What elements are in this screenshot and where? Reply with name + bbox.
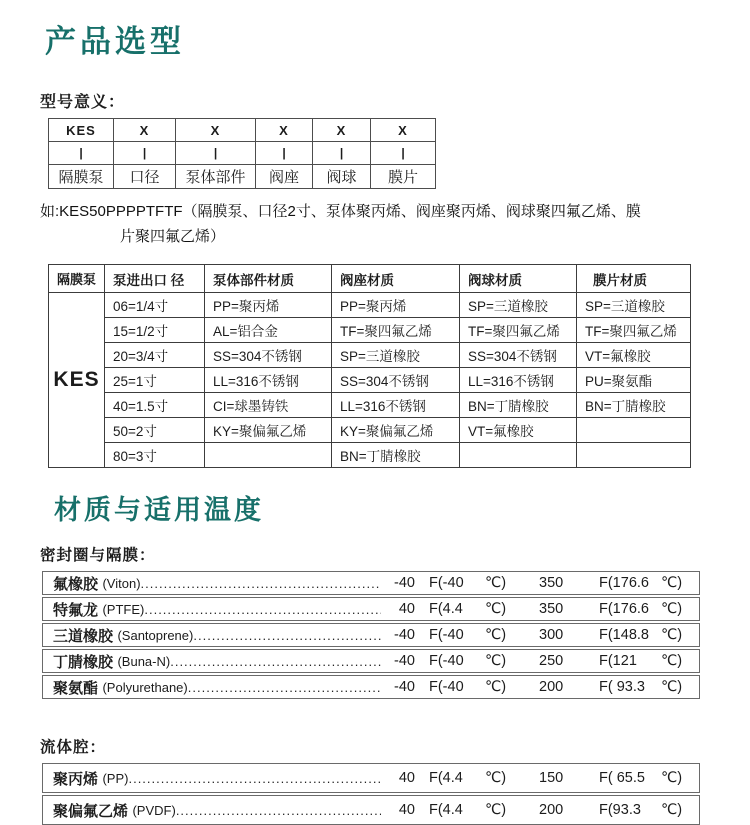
leader-dots: [188, 680, 381, 695]
fluid-chamber-label: 流体腔：: [40, 739, 107, 756]
model-table-cell: 阀球: [313, 165, 371, 189]
model-table-row: [49, 119, 436, 142]
temp-row: [42, 571, 700, 595]
selection-table-cell: LL=316不锈钢: [205, 368, 332, 393]
low-temp-c: F(-40: [429, 653, 464, 669]
low-temp-c: F(4.4: [429, 802, 463, 818]
high-temp-c: F( 93.3: [599, 679, 645, 695]
selection-table-cell: BN=丁腈橡胶: [332, 443, 460, 468]
low-temp-unit: ℃): [485, 653, 507, 669]
selection-table-cell: TF=聚四氟乙烯: [577, 318, 691, 343]
low-temp-unit: ℃): [485, 802, 507, 818]
selection-table-cell: BN=丁腈橡胶: [460, 393, 577, 418]
selection-table-header-cell: 膜片材质: [577, 265, 691, 293]
leader-dots: [193, 628, 381, 643]
high-temp-c: F(148.8: [599, 627, 649, 643]
material-name: 丁腈橡胶: [53, 653, 114, 671]
selection-table-cell: TF=聚四氟乙烯: [332, 318, 460, 343]
selection-table-cell: LL=316不锈钢: [332, 393, 460, 418]
selection-table-cell: [577, 418, 691, 443]
high-temp-c: F(93.3: [599, 802, 641, 818]
selection-table-cell: 80=3寸: [105, 443, 205, 468]
selection-table-cell: KY=聚偏氟乙烯: [205, 418, 332, 443]
model-table-row: [49, 165, 436, 189]
temp-row: [42, 675, 700, 699]
selection-table-row: [49, 368, 691, 393]
page-title: 产品选型: [45, 24, 185, 59]
high-temp-unit: ℃): [661, 627, 683, 643]
selection-table-cell: 06=1/4寸: [105, 293, 205, 318]
model-table-cell: X: [176, 119, 256, 142]
selection-table-cell: CI=球墨铸铁: [205, 393, 332, 418]
selection-table-cell: SS=304不锈钢: [332, 368, 460, 393]
low-temp-unit: ℃): [485, 770, 507, 786]
material-name-en: (PP): [102, 770, 129, 786]
selection-table-row: [49, 393, 691, 418]
model-table-cell: |: [313, 142, 371, 165]
selection-table-cell: 20=3/4寸: [105, 343, 205, 368]
model-table-cell: 隔膜泵: [49, 165, 114, 189]
material-name-en: (Santoprene): [117, 627, 194, 643]
material-name: 聚氨酯: [53, 679, 99, 697]
high-temp-f: 200: [539, 802, 564, 818]
low-temp-f: 40: [398, 802, 415, 818]
selection-table-cell: BN=丁腈橡胶: [577, 393, 691, 418]
high-temp-f: 350: [539, 575, 564, 591]
pump-model-cell: KES: [49, 293, 105, 468]
high-temp-c: F( 65.5: [599, 770, 645, 786]
selection-table-header-cell: 泵体部件材质: [205, 265, 332, 293]
selection-table-cell: [460, 443, 577, 468]
selection-table: [48, 264, 691, 468]
high-temp-unit: ℃): [661, 575, 683, 591]
high-temp-c: F(176.6: [599, 575, 649, 591]
model-table-cell: 泵体部件: [176, 165, 256, 189]
selection-table-header-cell: 阀球材质: [460, 265, 577, 293]
selection-table-cell: SS=304不锈钢: [205, 343, 332, 368]
high-temp-unit: ℃): [661, 601, 683, 617]
selection-table-cell: SP=三道橡胶: [332, 343, 460, 368]
material-name-en: (PTFE): [102, 601, 145, 617]
model-table-cell: X: [371, 119, 436, 142]
selection-table-cell: PP=聚丙烯: [205, 293, 332, 318]
selection-table-header-cell: 泵进出口 径: [105, 265, 205, 293]
selection-table-row: [49, 418, 691, 443]
selection-table-cell: SP=三道橡胶: [577, 293, 691, 318]
model-table-cell: X: [114, 119, 176, 142]
high-temp-f: 350: [539, 601, 564, 617]
selection-table-row: [49, 443, 691, 468]
material-name-en: (Viton): [102, 575, 141, 591]
material-name-en: (Buna-N): [117, 653, 171, 669]
selection-table-cell: TF=聚四氟乙烯: [460, 318, 577, 343]
model-table-cell: 口径: [114, 165, 176, 189]
selection-table-row: [49, 318, 691, 343]
low-temp-c: F(4.4: [429, 770, 463, 786]
model-table-cell: 阀座: [256, 165, 313, 189]
selection-table-row: [49, 343, 691, 368]
selection-table-cell: 50=2寸: [105, 418, 205, 443]
leader-dots: [144, 602, 381, 617]
selection-table-cell: LL=316不锈钢: [460, 368, 577, 393]
leader-dots: [141, 576, 381, 591]
selection-table-cell: 25=1寸: [105, 368, 205, 393]
low-temp-f: 40: [398, 770, 415, 786]
material-name: 聚丙烯: [53, 770, 99, 788]
high-temp-c: F(176.6: [599, 601, 649, 617]
low-temp-c: F(-40: [429, 575, 464, 591]
low-temp-unit: ℃): [485, 575, 507, 591]
model-table-cell: 膜片: [371, 165, 436, 189]
fluid-temp-table: [42, 763, 700, 825]
model-meaning-label: 型号意义：: [40, 94, 126, 111]
selection-table-cell: PP=聚丙烯: [332, 293, 460, 318]
low-temp-unit: ℃): [485, 679, 507, 695]
selection-table-cell: KY=聚偏氟乙烯: [332, 418, 460, 443]
low-temp-f: -40: [394, 575, 415, 591]
model-table-cell: |: [114, 142, 176, 165]
leader-dots: [170, 654, 381, 669]
model-table-cell: X: [256, 119, 313, 142]
high-temp-unit: ℃): [661, 679, 683, 695]
high-temp-unit: ℃): [661, 802, 683, 818]
selection-table-cell: [577, 443, 691, 468]
selection-table-cell: SP=三道橡胶: [460, 293, 577, 318]
model-table-cell: KES: [49, 119, 114, 142]
model-table-cell: |: [49, 142, 114, 165]
temp-row: [42, 597, 700, 621]
high-temp-f: 300: [539, 627, 564, 643]
temp-row: [42, 763, 700, 793]
selection-table-cell: 15=1/2寸: [105, 318, 205, 343]
material-name: 特氟龙: [53, 601, 99, 619]
model-table: [48, 118, 436, 189]
selection-table-cell: SS=304不锈钢: [460, 343, 577, 368]
model-table-cell: |: [256, 142, 313, 165]
model-table-row: [49, 142, 436, 165]
section-title-materials: 材质与适用温度: [54, 495, 264, 525]
material-name-en: (PVDF): [132, 802, 176, 818]
seal-diaphragm-label: 密封圈与隔膜：: [40, 547, 156, 564]
high-temp-unit: ℃): [661, 770, 683, 786]
material-name: 氟橡胶: [53, 575, 99, 593]
selection-table-cell: [205, 443, 332, 468]
low-temp-unit: ℃): [485, 627, 507, 643]
high-temp-f: 150: [539, 770, 564, 786]
seal-temp-table: [42, 571, 700, 699]
low-temp-c: F(4.4: [429, 601, 463, 617]
high-temp-unit: ℃): [661, 653, 683, 669]
model-example-line-1: 如:KES50PPPPTFTF（隔膜泵、口径2寸、泵体聚丙烯、阀座聚丙烯、阀球聚四氟乙烯、膜: [40, 203, 641, 220]
low-temp-f: -40: [394, 627, 415, 643]
selection-table-row: [49, 293, 691, 318]
model-table-cell: |: [176, 142, 256, 165]
low-temp-unit: ℃): [485, 601, 507, 617]
temp-row: [42, 623, 700, 647]
selection-table-cell: 40=1.5寸: [105, 393, 205, 418]
selection-table-cell: AL=铝合金: [205, 318, 332, 343]
model-example: [40, 199, 750, 249]
high-temp-c: F(121: [599, 653, 637, 669]
low-temp-c: F(-40: [429, 679, 464, 695]
selection-table-cell: VT=氟橡胶: [460, 418, 577, 443]
selection-table-cell: VT=氟橡胶: [577, 343, 691, 368]
selection-table-header-cell: 阀座材质: [332, 265, 460, 293]
material-name: 聚偏氟乙烯: [53, 802, 129, 820]
selection-table-header-row: [49, 265, 691, 293]
low-temp-c: F(-40: [429, 627, 464, 643]
temp-row: [42, 795, 700, 825]
leader-dots: [176, 803, 381, 818]
selection-table-header-cell: 隔膜泵: [49, 265, 105, 293]
high-temp-f: 250: [539, 653, 564, 669]
temp-row: [42, 649, 700, 673]
low-temp-f: -40: [394, 653, 415, 669]
model-example-line-2: 片聚四氟乙烯）: [120, 228, 226, 245]
selection-table-cell: PU=聚氨酯: [577, 368, 691, 393]
low-temp-f: 40: [398, 601, 415, 617]
material-name: 三道橡胶: [53, 627, 114, 645]
model-table-cell: X: [313, 119, 371, 142]
high-temp-f: 200: [539, 679, 564, 695]
model-table-cell: |: [371, 142, 436, 165]
material-name-en: (Polyurethane): [102, 679, 188, 695]
low-temp-f: -40: [394, 679, 415, 695]
leader-dots: [128, 771, 381, 786]
